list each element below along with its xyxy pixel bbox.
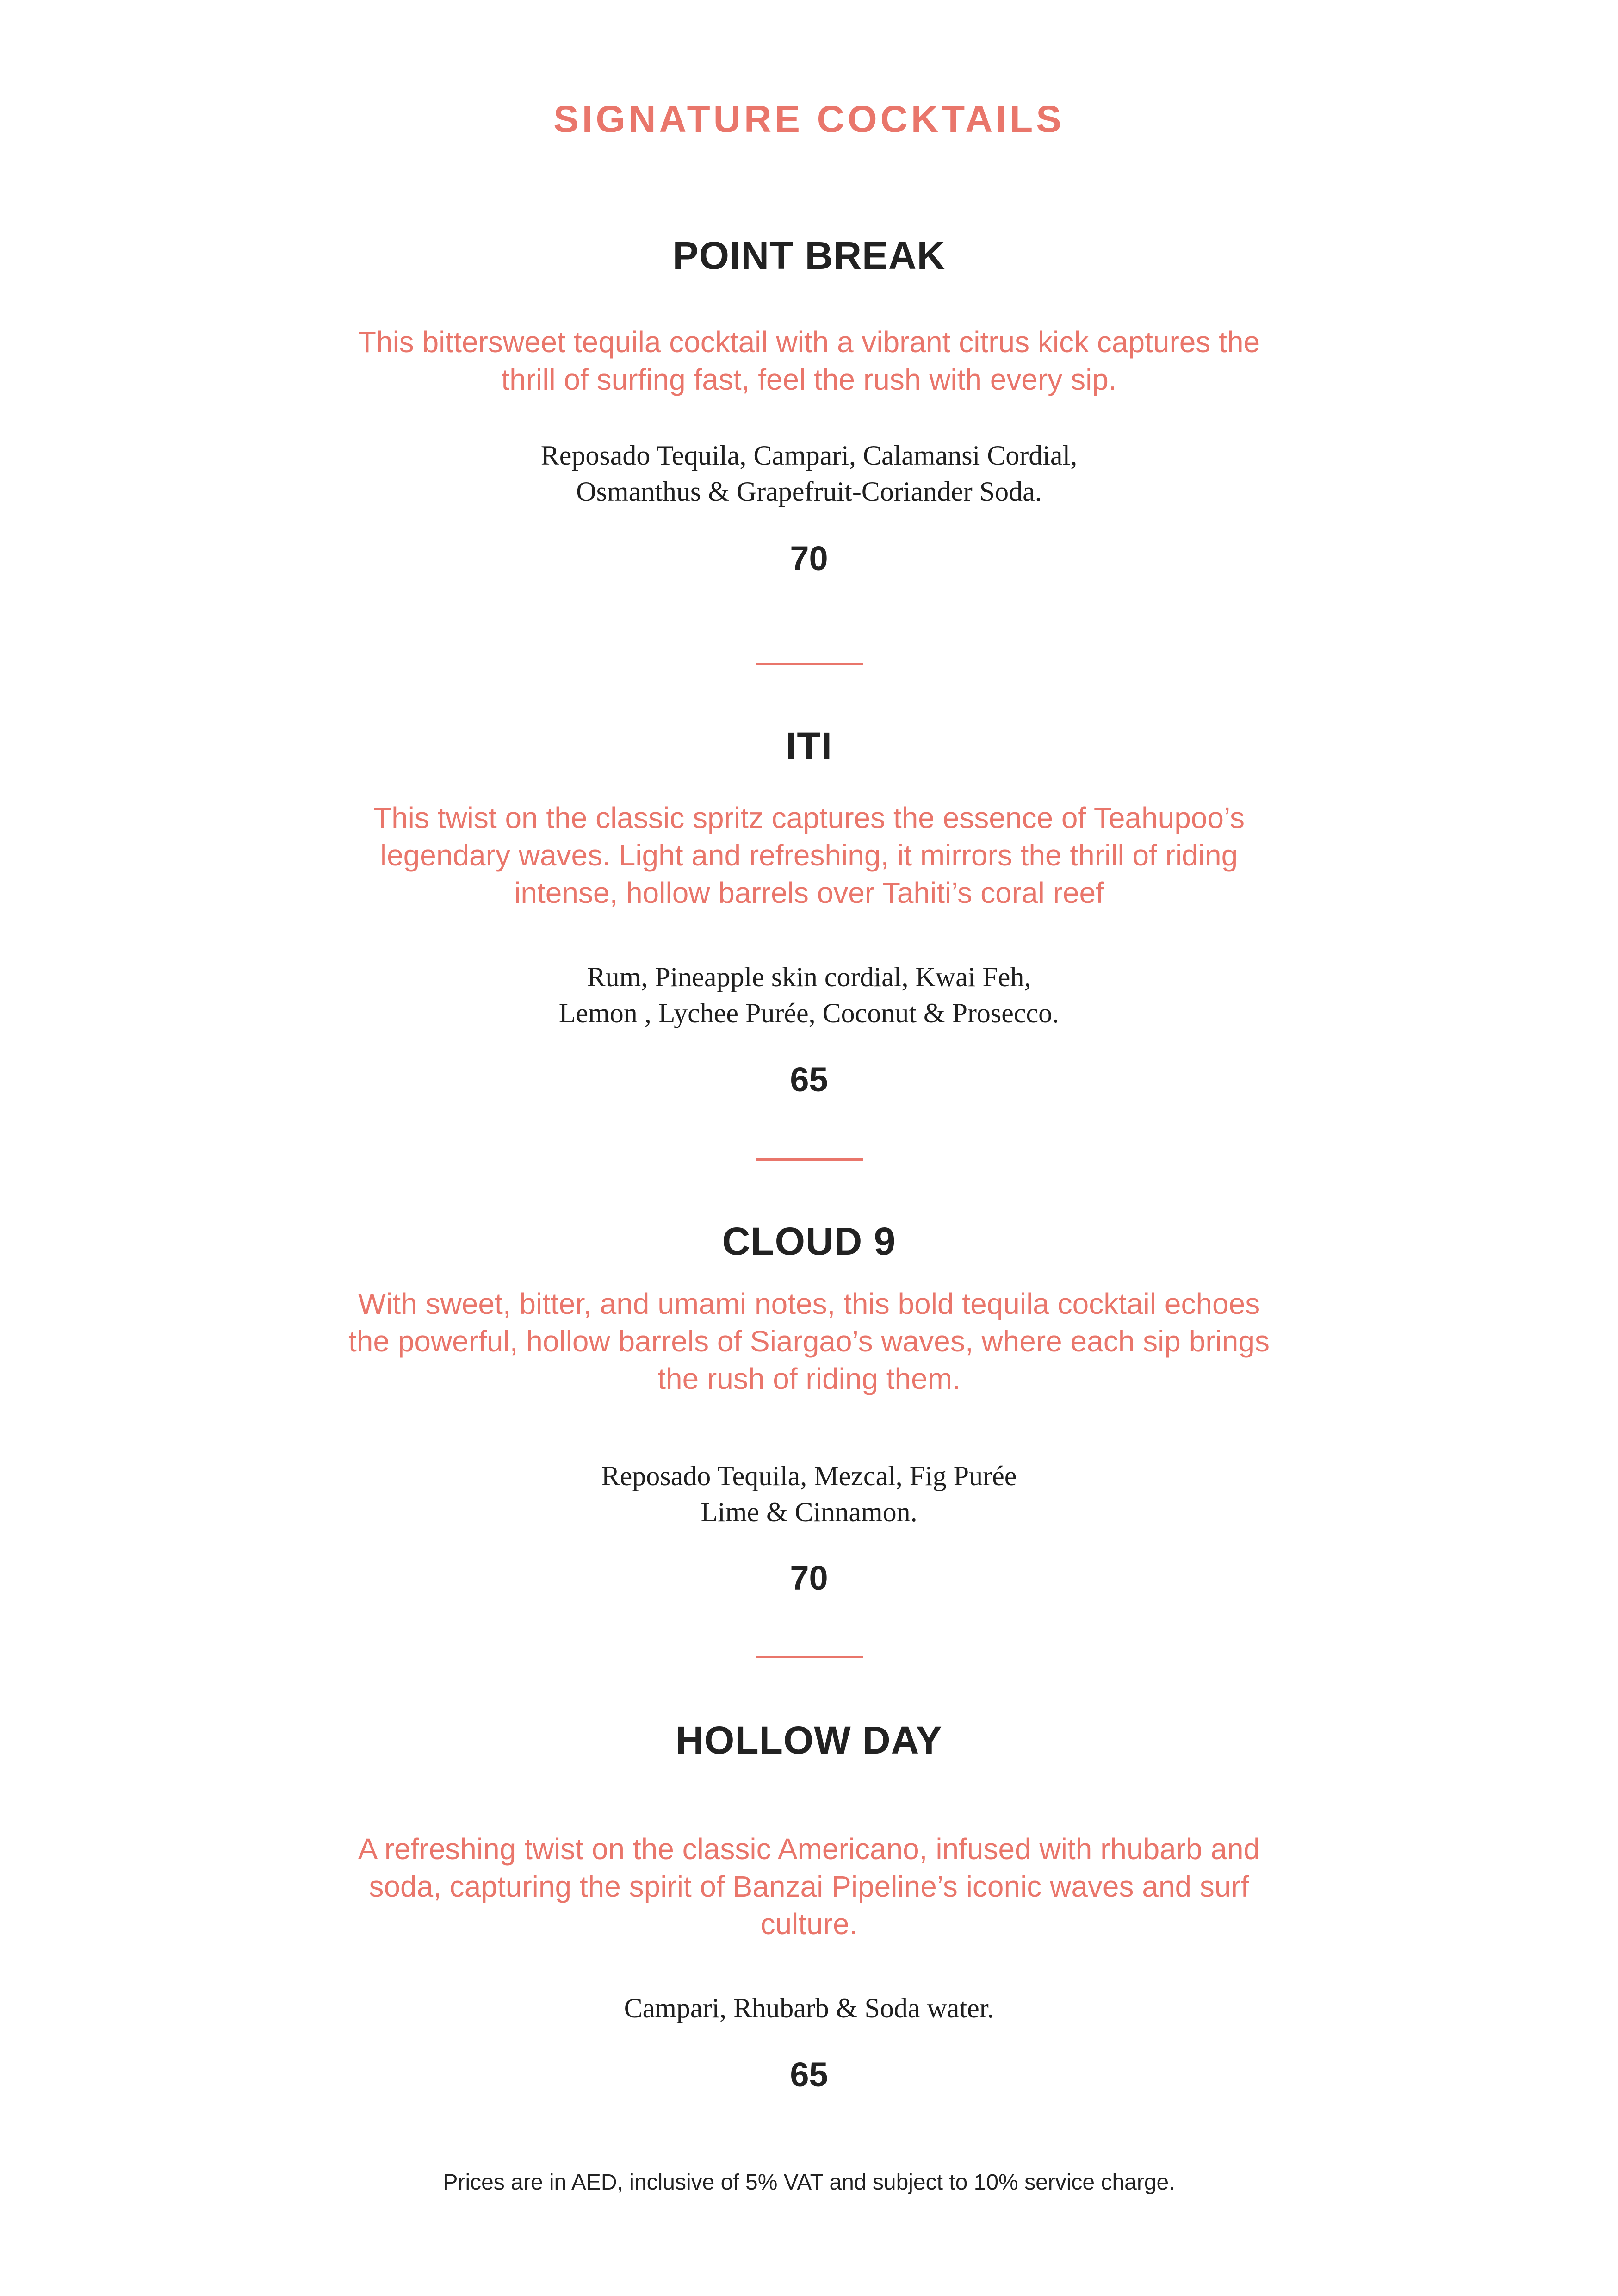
cocktail-name-iti: ITI [786,724,832,768]
cocktail-description-point-break: This bittersweet tequila cocktail with a vibrant citrus kick captures the thrill of surfing fast, feel the rush with every sip. [358,325,1260,396]
section-divider [756,1656,863,1658]
cocktail-ingredients-point-break: Reposado Tequila, Campari, Calamansi Cordial, Osmanthus & Grapefruit-Coriander Soda. [540,440,1078,507]
cocktail-ingredients-iti: Rum, Pineapple skin cordial, Kwai Feh, Lemon , Lychee Purée, Coconut & Prosecco. [558,962,1060,1028]
cocktail-description-hollow-day: A refreshing twist on the classic Americano, infused with rhubarb and soda, capturing the spirit of Banzai Pipeline’s iconic waves and surf culture. [358,1832,1260,1941]
section-divider [756,1158,863,1161]
cocktail-ingredients-hollow-day: Campari, Rhubarb & Soda water. [624,1993,994,2023]
cocktail-description-cloud-9: With sweet, bitter, and umami notes, this bold tequila cocktail echoes the powerful, hollow barrels of Siargao’s waves, where each sip brings the rush of riding them. [348,1287,1270,1395]
cocktail-name-hollow-day: HOLLOW DAY [676,1718,942,1762]
cocktail-price-point-break: 70 [790,539,828,578]
cocktail-name-cloud-9: CLOUD 9 [722,1220,896,1263]
section-divider [756,663,863,665]
cocktail-name-point-break: POINT BREAK [672,234,946,277]
cocktail-price-iti: 65 [790,1060,828,1099]
cocktail-ingredients-cloud-9: Reposado Tequila, Mezcal, Fig Purée Lime & Cinnamon. [601,1461,1017,1527]
cocktail-description-iti: This twist on the classic spritz captures the essence of Teahupoo’s legendary waves. Light and refreshing, it mirrors the thrill of riding intense, hollow barrels over Tahiti’s coral reef [373,801,1245,909]
cocktail-price-cloud-9: 70 [790,1559,828,1597]
menu-header: SIGNATURE COCKTAILS [553,98,1065,140]
price-disclaimer: Prices are in AED, inclusive of 5% VAT and subject to 10% service charge. [443,2170,1175,2195]
cocktail-price-hollow-day: 65 [790,2055,828,2094]
